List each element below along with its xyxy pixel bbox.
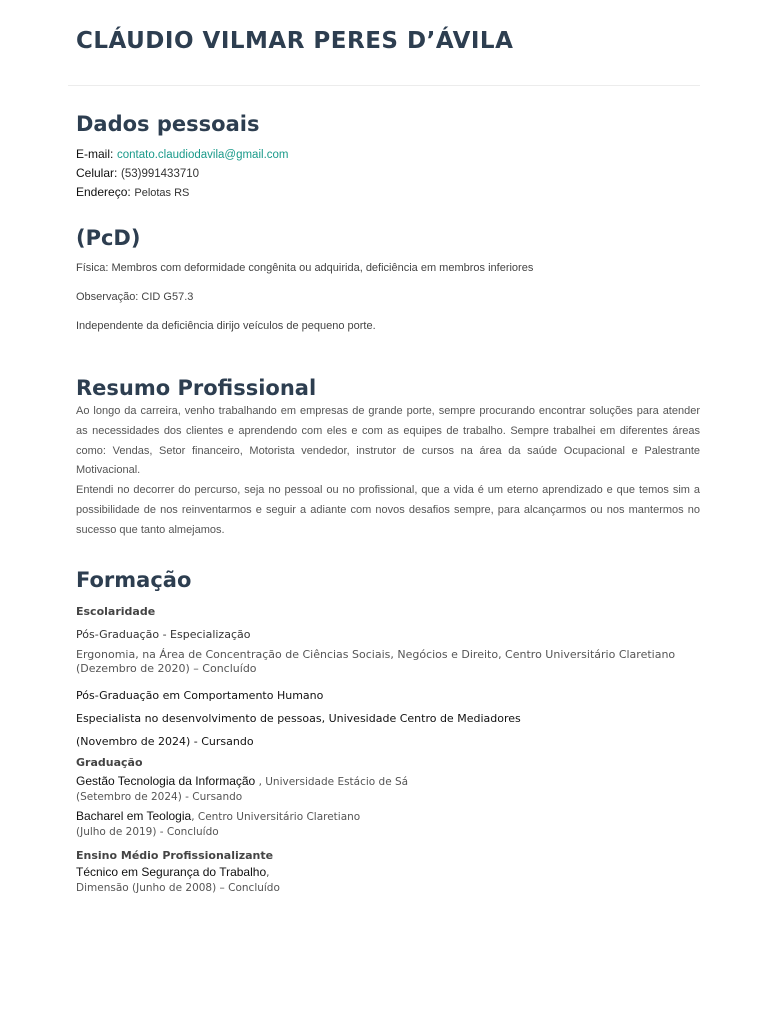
email-row [76, 145, 700, 164]
celular-row [76, 164, 700, 183]
tecnico [76, 865, 700, 896]
pcd-fisica: Física: Membros com deformidade congênita ou adquirida, deficiência em membros inferiores [76, 262, 534, 274]
grad2-name: Bacharel em Teologia [76, 809, 192, 823]
graduacao-label: Graduação [76, 756, 143, 769]
grad1-name: Gestão Tecnologia da Informação [76, 774, 256, 788]
section-dados-pessoais [76, 112, 700, 202]
tecnico-date: Dimensão (Junho de 2008) – Concluído [76, 882, 280, 894]
pos2-title: Pós-Graduação em Comportamento Humano [76, 689, 324, 702]
celular-value: (53)991433710 [121, 168, 200, 180]
pos1-line2: (Dezembro de 2020) – Concluído [76, 662, 257, 675]
tecnico-name: Técnico em Segurança do Trabalho [76, 865, 267, 879]
endereco-value: Pelotas RS [134, 187, 190, 199]
grad1-date: (Setembro de 2024) - Cursando [76, 791, 243, 803]
section-title-pcd: (PcD) [76, 226, 141, 250]
ensino-label: Ensino Médio Profissionalizante [76, 849, 274, 862]
section-formacao [76, 568, 700, 894]
email-label: E-mail: [76, 147, 114, 161]
pos1-line1: Ergonomia, na Área de Concentração de Ciências Sociais, Negócios e Direito, Centro Universitário Claretiano [76, 648, 676, 661]
candidate-name: CLÁUDIO VILMAR PERES D’ÁVILA [76, 28, 514, 54]
resumo-paragraph-1: Ao longo da carreira, venho trabalhando em empresas de grande porte, sempre procurando encontrar soluções para atender as necessidades dos clientes e aprendendo com eles e com as equipes de trabalho. Sempre trabalhei em diferentes áreas como: Vendas, Setor financeiro, Motorista vendedor, instrutor de cursos na área da saúde Ocupacional e Palestrante Motivacional. [76, 405, 700, 477]
section-title-formacao: Formação [76, 568, 192, 592]
section-title-dados: Dados pessoais [76, 112, 260, 136]
pos1-detail [76, 648, 700, 676]
resumo-paragraph-2: Entendi no decorrer do percurso, seja no pessoal ou no profissional, que a vida é um eterno aprendizado e que temos sim a possibilidade de nos reinventarmos e seguir a adiante com novos desafios sempre, para alcançarmos ou nos mantermos no sucesso que tanto almejamos. [76, 484, 700, 536]
endereco-label: Endereço: [76, 185, 131, 199]
pcd-observacao: Observação: CID G57.3 [76, 291, 194, 303]
tecnico-comma: , [266, 867, 270, 879]
grad1-institution: , Universidade Estácio de Sá [255, 776, 409, 788]
grad2-date: (Julho de 2019) - Concluído [76, 826, 219, 838]
pos2-line1: Especialista no desenvolvimento de pessoas, Univesidade Centro de Mediadores [76, 712, 521, 725]
grad2 [76, 809, 700, 840]
section-pcd [76, 226, 700, 332]
section-resumo [76, 376, 700, 541]
celular-label: Celular: [76, 166, 118, 180]
header-divider [68, 85, 700, 86]
pos2-line2: (Novembro de 2024) - Cursando [76, 735, 254, 748]
email-link[interactable]: contato.claudiodavila@gmail.com [117, 149, 289, 161]
section-title-resumo: Resumo Profissional [76, 376, 317, 400]
pcd-independente: Independente da deficiência dirijo veículos de pequeno porte. [76, 320, 376, 332]
endereco-row [76, 183, 700, 202]
escolaridade-label: Escolaridade [76, 605, 156, 618]
pos1-title: Pós-Graduação - Especialização [76, 628, 251, 641]
grad1 [76, 774, 700, 805]
grad2-institution: , Centro Universitário Claretiano [191, 811, 361, 823]
